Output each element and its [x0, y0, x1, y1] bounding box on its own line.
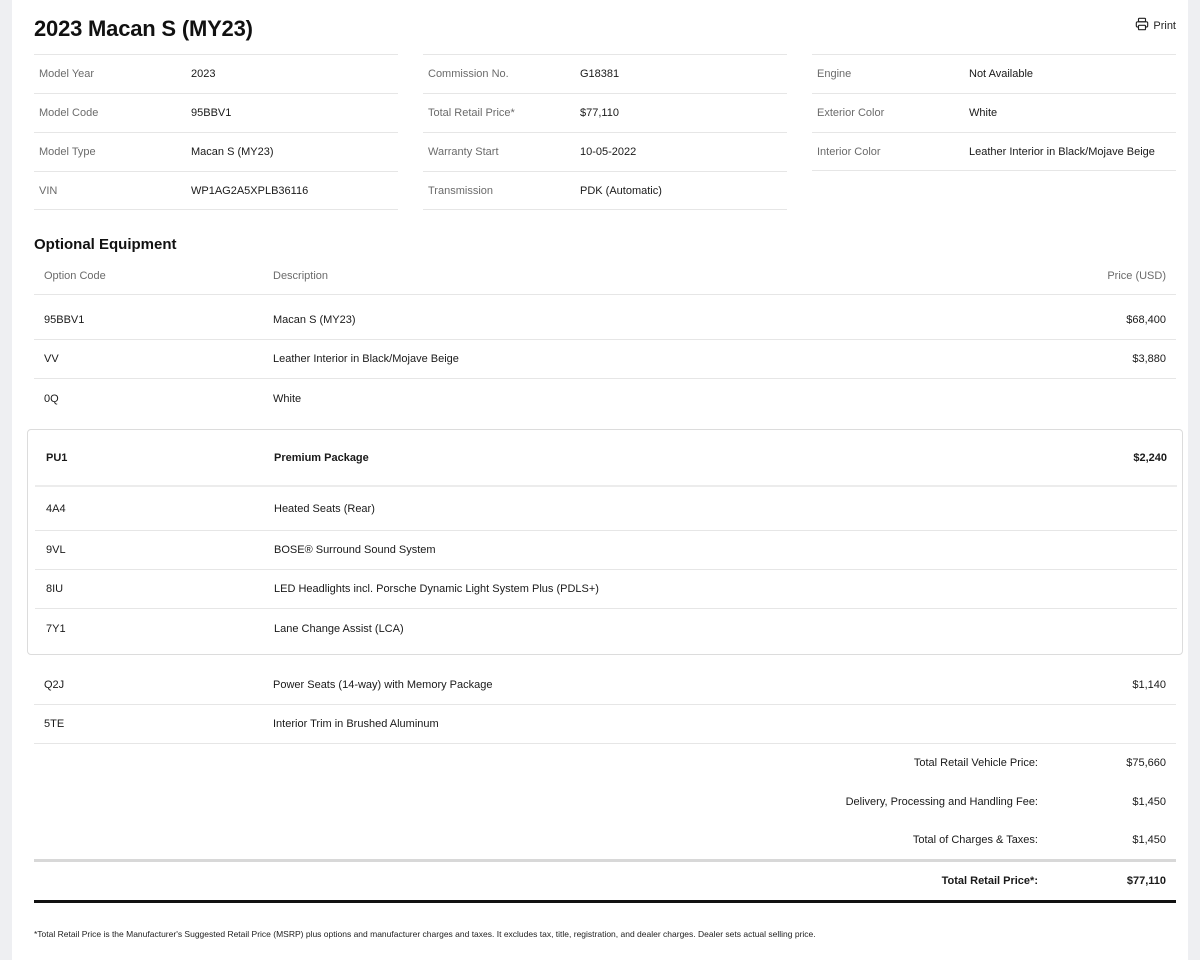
- package-code: PU1: [46, 451, 68, 464]
- spec-value: Leather Interior in Black/Mojave Beige: [969, 145, 1155, 158]
- spec-value: Macan S (MY23): [191, 146, 274, 158]
- spec-label: Exterior Color: [817, 107, 885, 119]
- option-description: White: [273, 392, 302, 405]
- option-code: VV: [44, 353, 59, 365]
- spec-label: Model Year: [39, 68, 95, 80]
- spec-row-model-year: [34, 54, 398, 93]
- option-price: $3,880: [1132, 353, 1166, 365]
- table-row: [34, 705, 1176, 744]
- summary-label: Total Retail Vehicle Price:: [913, 757, 1038, 769]
- spec-column-1: [34, 54, 398, 210]
- option-description: Interior Trim in Brushed Aluminum: [273, 718, 439, 730]
- summary-row-vehicle-price: [34, 744, 1176, 782]
- spec-row-engine: [812, 54, 1176, 93]
- summary-total-label: Total Retail Price*:: [941, 875, 1038, 887]
- option-description: Macan S (MY23): [273, 314, 356, 326]
- option-code: Q2J: [44, 679, 65, 691]
- option-code: 7Y1: [46, 622, 66, 635]
- page-title: 2023 Macan S (MY23): [34, 16, 253, 41]
- package-item-row: [35, 570, 1177, 609]
- package-item-row: [35, 531, 1177, 570]
- package-description: Premium Package: [274, 451, 369, 464]
- spec-column-2: [423, 54, 787, 210]
- option-price: $1,140: [1132, 679, 1166, 691]
- option-code: 5TE: [44, 718, 65, 730]
- spec-row-warranty-start: [423, 132, 787, 171]
- option-description: BOSE® Surround Sound System: [274, 544, 436, 556]
- spec-value: WP1AG2A5XPLB36116: [191, 184, 309, 197]
- spec-row-exterior-color: [812, 93, 1176, 132]
- spec-row-transmission: [423, 171, 787, 210]
- option-description: LED Headlights incl. Porsche Dynamic Light System Plus (PDLS+): [274, 583, 599, 595]
- spec-row-commission-no: [423, 54, 787, 93]
- print-button[interactable]: [1135, 17, 1176, 34]
- spec-row-model-code: [34, 93, 398, 132]
- option-description: Lane Change Assist (LCA): [274, 622, 404, 635]
- table-row: [34, 379, 1176, 418]
- column-header-price: Price (USD): [1107, 270, 1166, 282]
- printer-icon: [1135, 17, 1149, 34]
- summary-label: Delivery, Processing and Handling Fee:: [845, 796, 1038, 808]
- option-code: 0Q: [44, 392, 59, 405]
- spec-value: 95BBV1: [191, 107, 232, 119]
- summary-value: $1,450: [1132, 796, 1166, 808]
- summary-value: $1,450: [1132, 834, 1166, 846]
- option-code: 9VL: [46, 544, 66, 556]
- spec-value: 10-05-2022: [580, 146, 637, 158]
- summary-value: $75,660: [1126, 757, 1166, 769]
- table-row: [34, 301, 1176, 340]
- spec-row-interior-color: [812, 132, 1176, 171]
- spec-row-model-type: [34, 132, 398, 171]
- option-description: Leather Interior in Black/Mojave Beige: [273, 353, 459, 365]
- summary-total-value: $77,110: [1126, 875, 1166, 887]
- package-price: $2,240: [1133, 451, 1167, 464]
- spec-label: Interior Color: [817, 145, 881, 158]
- spec-label: Transmission: [428, 184, 493, 197]
- summary-row-delivery-fee: [34, 783, 1176, 821]
- spec-value: Not Available: [969, 68, 1034, 80]
- option-code: 4A4: [46, 502, 66, 515]
- spec-value: $77,110: [580, 107, 619, 119]
- column-header-option-code: Option Code: [44, 270, 106, 282]
- price-footnote: *Total Retail Price is the Manufacturer's Suggested Retail Price (MSRP) plus options and manufacturer charges and taxes. It excludes tax, title, registration, and dealer charges. Dealer sets actual selling price.: [34, 929, 816, 939]
- package-item-row: [35, 487, 1177, 531]
- option-code: 8IU: [46, 583, 64, 595]
- summary-row-charges-taxes: [34, 821, 1176, 859]
- total-divider: [34, 900, 1176, 903]
- table-row: [34, 340, 1176, 379]
- option-price: $68,400: [1126, 314, 1166, 326]
- summary-label: Total of Charges & Taxes:: [912, 834, 1038, 846]
- spec-value: White: [969, 107, 998, 119]
- option-description: Heated Seats (Rear): [274, 502, 375, 515]
- package-header-row: [35, 430, 1177, 487]
- table-row: [34, 666, 1176, 705]
- spec-column-3: [812, 54, 1176, 171]
- spec-label: Engine: [817, 68, 852, 80]
- spec-row-total-retail-price: [423, 93, 787, 132]
- spec-label: Commission No.: [428, 68, 509, 80]
- summary-row-total: [34, 862, 1176, 900]
- spec-value: 2023: [191, 68, 216, 80]
- print-label: Print: [1153, 19, 1176, 32]
- option-description: Power Seats (14-way) with Memory Package: [273, 679, 493, 691]
- spec-row-vin: [34, 171, 398, 210]
- option-code: 95BBV1: [44, 314, 85, 326]
- spec-label: Model Type: [39, 146, 96, 158]
- spec-value: G18381: [580, 68, 620, 80]
- vehicle-details-page: [12, 0, 1188, 960]
- package-item-row: [35, 609, 1177, 648]
- spec-label: VIN: [39, 184, 58, 197]
- spec-value: PDK (Automatic): [580, 184, 662, 197]
- section-title-optional-equipment: Optional Equipment: [34, 236, 177, 253]
- spec-label: Total Retail Price*: [428, 107, 515, 119]
- spec-label: Model Code: [39, 107, 99, 119]
- spec-label: Warranty Start: [428, 146, 499, 158]
- equipment-table-header: [34, 258, 1176, 295]
- column-header-description: Description: [273, 270, 329, 282]
- package-box-premium: [27, 429, 1183, 655]
